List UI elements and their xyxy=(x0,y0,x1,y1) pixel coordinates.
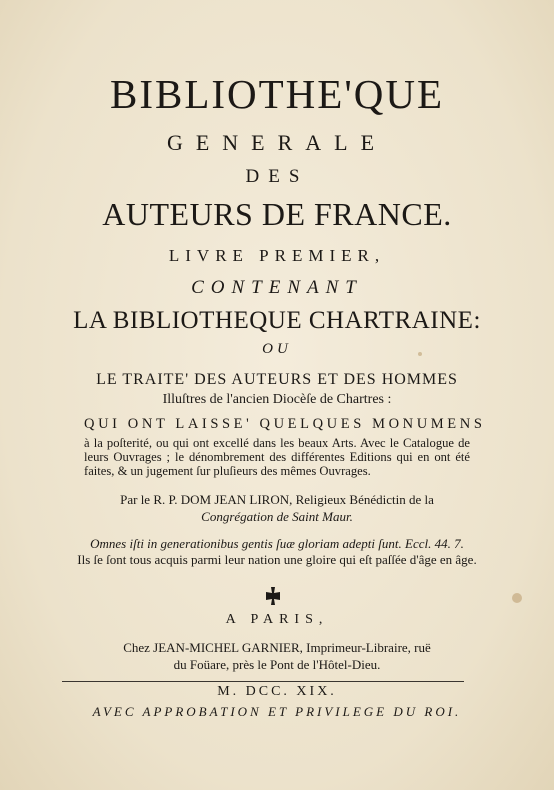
contenant: CONTENANT xyxy=(191,277,363,298)
publisher-line: Chez JEAN-MICHEL GARNIER, Imprimeur-Libraire, ruë xyxy=(123,640,431,655)
description-paragraph: à la poſterité, ou qui ont excellé dans les beaux Arts. Avec le Catalogue de leurs Ouvrages ; le dénombrement des différentes Editions qui en ont été faites, & un jugement ſur pluſieurs des mêmes Ouvrages. xyxy=(84,436,470,478)
livre-premier: LIVRE PREMIER, xyxy=(168,246,386,265)
address-line: du Foüare, près le Pont de l'Hôtel-Dieu. xyxy=(173,657,381,672)
imprint-year: M. DCC. XIX. xyxy=(217,684,337,699)
cross-ornament-icon xyxy=(264,587,282,605)
title-auteurs-de-france: AUTEURS DE FRANCE. xyxy=(102,196,452,232)
foxing-spot xyxy=(418,352,422,356)
traite-heading: LE TRAITE' DES AUTEURS ET DES HOMMES xyxy=(96,371,458,388)
title-generale: GENERALE xyxy=(166,130,388,155)
title-des: DES xyxy=(245,166,309,187)
title-bibliotheque: BIBLIOTHE'QUE xyxy=(109,71,444,117)
imprint-place: A PARIS, xyxy=(225,612,329,627)
privilege-line: AVEC APPROBATION ET PRIVILEGE DU ROI. xyxy=(92,704,462,719)
divider-rule xyxy=(62,681,464,682)
illustres-line: Illuſtres de l'ancien Diocèſe de Chartres : xyxy=(162,392,392,407)
bibliotheque-chartraine: LA BIBLIOTHEQUE CHARTRAINE: xyxy=(73,307,481,334)
congregation-line: Congrégation de Saint Maur. xyxy=(201,509,353,524)
ou: OU xyxy=(262,341,292,357)
latin-motto: Omnes iſti in generationibus gentis ſuæ gloriam adepti ſunt. Eccl. 44. 7. xyxy=(90,536,464,551)
french-motto: Ils ſe ſont tous acquis parmi leur nation une gloire qui eſt paſſée d'âge en âge. xyxy=(77,552,477,567)
author-line: Par le R. P. DOM JEAN LIRON, Religieux Bénédictin de la xyxy=(120,492,434,507)
foxing-spot xyxy=(512,593,522,603)
qui-ont-laisse-heading: QUI ONT LAISSE' QUELQUES MONUMENS xyxy=(84,416,486,432)
